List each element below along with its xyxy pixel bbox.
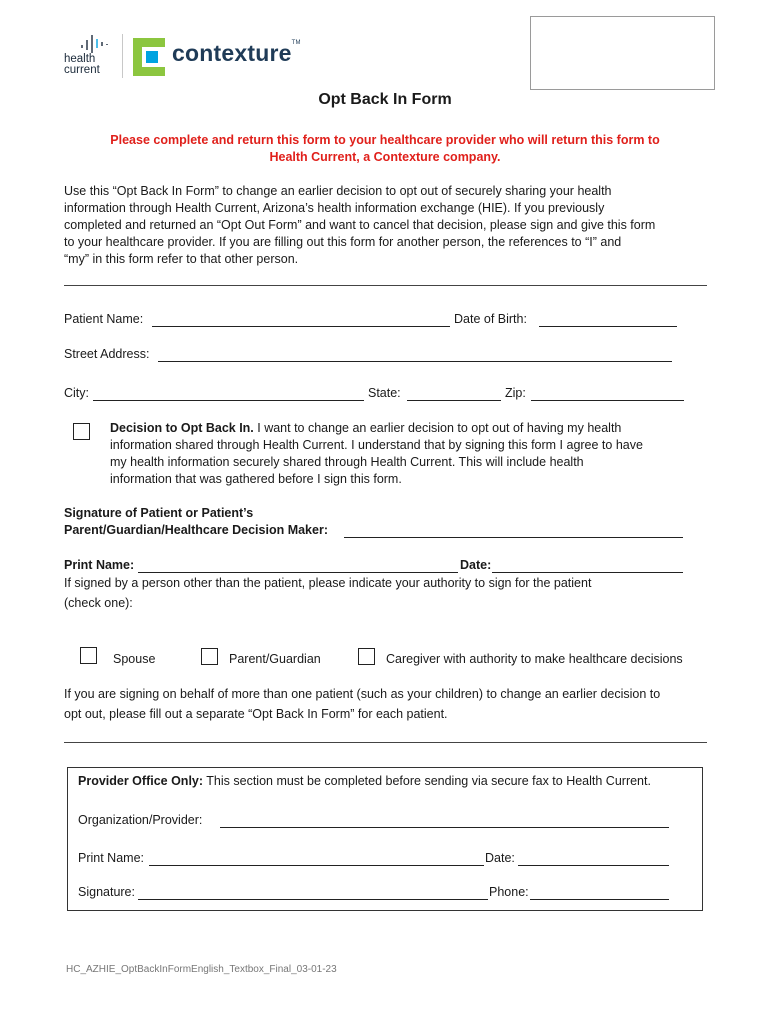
- authority-line1: If signed by a person other than the patient, please indicate your authority to sign for the patient: [64, 576, 592, 590]
- signature-field[interactable]: [344, 523, 683, 538]
- multi-patient-line1: If you are signing on behalf of more than one patient (such as your children) to change an earlier decision to: [64, 687, 661, 701]
- sig-date-field[interactable]: [492, 558, 683, 573]
- divider-top: [64, 285, 707, 286]
- org-label: Organization/Provider:: [78, 813, 203, 827]
- decision-line: my health information securely shared through Health Current. This will include health: [110, 455, 584, 469]
- red-notice-line2: Health Current, a Contexture company.: [269, 150, 501, 164]
- health-current-line2: current: [64, 64, 100, 76]
- city-label: City:: [64, 386, 89, 400]
- parent-guardian-label: Parent/Guardian: [229, 652, 321, 666]
- spouse-checkbox[interactable]: [80, 647, 97, 664]
- health-current-line1: health: [64, 53, 96, 65]
- intro-line: to your healthcare provider. If you are filling out this form for another person, the references to “I” and: [64, 235, 622, 249]
- street-label: Street Address:: [64, 347, 150, 361]
- provider-print-name-field[interactable]: [149, 851, 484, 866]
- multi-patient-text: [64, 684, 714, 724]
- intro-line: “my” in this form refer to that other person.: [64, 252, 299, 266]
- signature-label-line2: Parent/Guardian/Healthcare Decision Maker:: [64, 523, 328, 537]
- sig-date-label: Date:: [460, 558, 492, 572]
- provider-heading: Provider Office Only:: [78, 774, 204, 788]
- provider-date-field[interactable]: [518, 851, 669, 866]
- signature-label-line1: Signature of Patient or Patient’s: [64, 506, 254, 520]
- dob-field[interactable]: [539, 312, 677, 327]
- spouse-label: Spouse: [113, 652, 156, 666]
- trademark: TM: [291, 40, 301, 46]
- intro-line: information through Health Current, Arizona’s health information exchange (HIE). If you previously: [64, 201, 605, 215]
- decision-text: [110, 420, 710, 488]
- zip-field[interactable]: [531, 386, 684, 401]
- provider-date-label: Date:: [485, 851, 515, 865]
- footer-code: HC_AZHIE_OptBackInFormEnglish_Textbox_Final_03-01-23: [66, 964, 337, 975]
- phone-label: Phone:: [489, 885, 529, 899]
- red-notice-line1: Please complete and return this form to your healthcare provider who will return this form to: [110, 133, 660, 147]
- decision-line1: I want to change an earlier decision to opt out of having my health: [253, 421, 622, 435]
- contexture-mark-icon: [133, 38, 165, 76]
- provider-print-name-label: Print Name:: [78, 851, 144, 865]
- divider-bottom: [64, 742, 707, 743]
- provider-signature-field[interactable]: [138, 885, 488, 900]
- state-field[interactable]: [407, 386, 501, 401]
- logo-divider: [122, 34, 123, 78]
- contexture-wordmark: [172, 40, 301, 67]
- form-title: Opt Back In Form: [318, 91, 452, 108]
- decision-line: information shared through Health Current. I understand that by signing this form I agree to have: [110, 438, 643, 452]
- state-label: State:: [368, 386, 401, 400]
- authority-line2: (check one):: [64, 596, 133, 610]
- phone-field[interactable]: [530, 885, 669, 900]
- caregiver-label: Caregiver with authority to make healthcare decisions: [386, 652, 683, 666]
- health-current-logo: [62, 34, 122, 80]
- waveform-icon: [80, 34, 110, 54]
- decision-line: information that was gathered before I sign this form.: [110, 472, 402, 486]
- parent-guardian-checkbox[interactable]: [201, 648, 218, 665]
- patient-name-label: Patient Name:: [64, 312, 144, 326]
- caregiver-checkbox[interactable]: [358, 648, 375, 665]
- zip-label: Zip:: [505, 386, 526, 400]
- patient-name-field[interactable]: [152, 312, 450, 327]
- org-field[interactable]: [220, 813, 669, 828]
- red-notice: [70, 132, 700, 166]
- street-field[interactable]: [158, 347, 672, 362]
- provider-heading-text: This section must be completed before sending via secure fax to Health Current.: [203, 774, 651, 788]
- intro-line: Use this “Opt Back In Form” to change an earlier decision to opt out of securely sharing your health: [64, 184, 612, 198]
- stamp-box: [530, 16, 715, 90]
- contexture-name: contexture: [172, 40, 292, 66]
- opt-back-in-checkbox[interactable]: [73, 423, 90, 440]
- provider-heading-row: [78, 774, 651, 788]
- decision-heading: Decision to Opt Back In.: [110, 421, 254, 435]
- intro-line: completed and returned an “Opt Out Form” and want to cancel that decision, please sign and give this form: [64, 218, 656, 232]
- intro-paragraph: [64, 183, 714, 268]
- city-field[interactable]: [93, 386, 364, 401]
- dob-label: Date of Birth:: [454, 312, 527, 326]
- provider-signature-label: Signature:: [78, 885, 135, 899]
- multi-patient-line2: opt out, please fill out a separate “Opt Back In Form” for each patient.: [64, 707, 448, 721]
- print-name-label: Print Name:: [64, 558, 135, 572]
- print-name-field[interactable]: [138, 558, 458, 573]
